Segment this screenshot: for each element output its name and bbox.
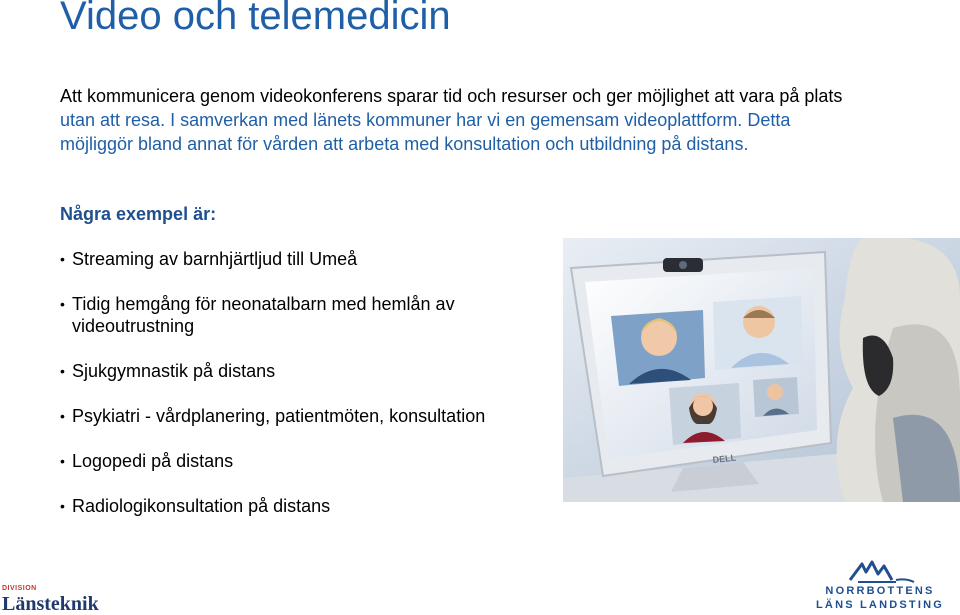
video-conference-illustration — [563, 238, 960, 502]
division-label: DIVISION — [2, 585, 37, 592]
intro-line-3: möjliggör bland annat för vården att arbeta med konsultation och utbildning på distans. — [60, 134, 749, 154]
intro-paragraph — [60, 84, 930, 156]
monitor-brand-label: DELL — [712, 452, 737, 465]
list-item: • Streaming av barnhjärtljud till Umeå — [60, 248, 550, 270]
division-name: Länsteknik — [2, 593, 99, 615]
list-item: • Psykiatri - vårdplanering, patientmöten, konsultation — [60, 405, 550, 427]
list-item: • Logopedi på distans — [60, 450, 550, 472]
list-item: • Tidig hemgång för neonatalbarn med hemlån av videoutrustning — [60, 293, 550, 337]
intro-line-1: Att kommunicera genom videokonferens sparar tid och resurser och ger möjlighet att vara på plats — [60, 86, 843, 106]
video-conference-photo — [563, 238, 960, 502]
page-title: Video och telemedicin — [60, 0, 451, 38]
intro-line-2: utan att resa. I samverkan med länets kommuner har vi en gemensam videoplattform. Detta — [60, 110, 791, 130]
list-item: • Radiologikonsultation på distans — [60, 495, 550, 517]
lansteknik-logo — [2, 585, 99, 615]
list-item: • Sjukgymnastik på distans — [60, 360, 550, 382]
nll-line-2: LÄNS LANDSTING — [816, 599, 944, 611]
nll-line-1: NORRBOTTENS — [825, 585, 935, 597]
examples-list — [60, 248, 550, 540]
examples-heading: Några exempel är: — [60, 204, 217, 224]
landsting-emblem-icon — [810, 558, 950, 586]
norrbottens-lans-landsting-logo — [810, 558, 950, 612]
